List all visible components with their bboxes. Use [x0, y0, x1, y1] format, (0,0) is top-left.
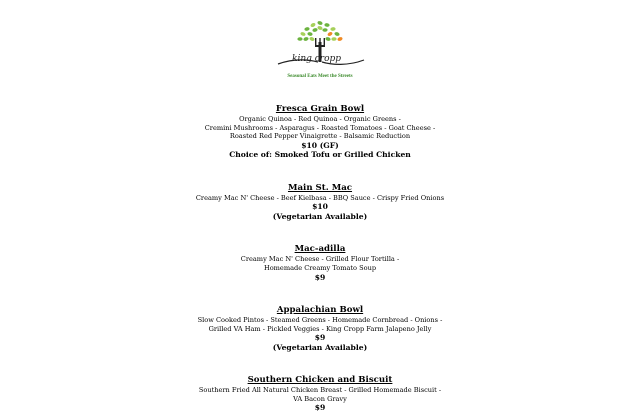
- leaf-icon: [303, 36, 309, 41]
- item-title: Main St. Mac: [287, 182, 353, 193]
- tagline: Seasonal Eats Meet the Streets: [287, 74, 353, 79]
- menu: [0, 103, 640, 413]
- leaf-icon: [297, 37, 302, 41]
- item-title: Appalachian Bowl: [276, 305, 364, 316]
- item-title: Mac-adilla: [294, 244, 346, 255]
- item-description: Creamy Mac N' Cheese - Grilled Flour Tortilla - Homemade Creamy Tomato Soup: [240, 255, 400, 272]
- leaf-icon: [322, 28, 327, 32]
- leaf-icon: [300, 31, 306, 36]
- leaf-icon: [334, 31, 340, 36]
- menu-item: [0, 103, 640, 160]
- item-description: Creamy Mac N' Cheese - Beef Kielbasa - BBQ Sauce - Crispy Fried Onions: [195, 193, 445, 202]
- leaf-icon: [325, 37, 331, 42]
- leaf-icon: [310, 22, 316, 28]
- item-title: Southern Chicken and Biscuit: [247, 375, 393, 386]
- leaf-icon: [307, 32, 313, 36]
- menu-item: [0, 182, 640, 222]
- item-price: $9: [314, 333, 326, 343]
- item-price: $10 (GF): [301, 140, 339, 150]
- item-note: Choice of: Smoked Tofu or Grilled Chicken: [229, 150, 411, 160]
- menu-item: [0, 374, 640, 413]
- menu-item: [0, 304, 640, 352]
- item-price: $9: [314, 403, 326, 413]
- item-title: Fresca Grain Bowl: [275, 104, 365, 114]
- item-price: $9: [314, 272, 326, 282]
- item-note: (Vegetarian Available): [272, 342, 368, 352]
- leaf-icon: [324, 23, 330, 27]
- leaf-icon: [330, 27, 336, 31]
- leaf-icon: [304, 27, 310, 32]
- leaf-icon: [309, 36, 315, 41]
- leaf-icon: [327, 31, 333, 37]
- item-note: (Vegetarian Available): [272, 211, 368, 221]
- menu-item: [0, 243, 640, 282]
- tree-logo-icon: [270, 20, 370, 76]
- item-price: $10: [312, 202, 328, 212]
- leaf-icon: [331, 37, 336, 41]
- leaf-icon: [317, 25, 323, 30]
- leaf-icon: [337, 36, 343, 41]
- item-description: Organic Quinoa - Red Quinoa - Organic Greens - Cremini Mushrooms - Asparagus - Roasted Tomatoes - Goat Cheese - Roasted Red Pepper Vinaigrette - Balsamic Reduction: [204, 115, 436, 141]
- item-description: Southern Fried All Natural Chicken Breast - Grilled Homemade Biscuit - VA Bacon Gravy: [198, 386, 442, 403]
- leaf-icon: [317, 20, 323, 25]
- logo-word-king: king cropp: [292, 54, 342, 64]
- item-description: Slow Cooked Pintos - Steamed Greens - Homemade Cornbread - Onions - Grilled VA Ham - Pickled Veggies - King Cropp Farm Jalapeno Jelly: [197, 316, 443, 333]
- leaf-icon: [312, 28, 318, 33]
